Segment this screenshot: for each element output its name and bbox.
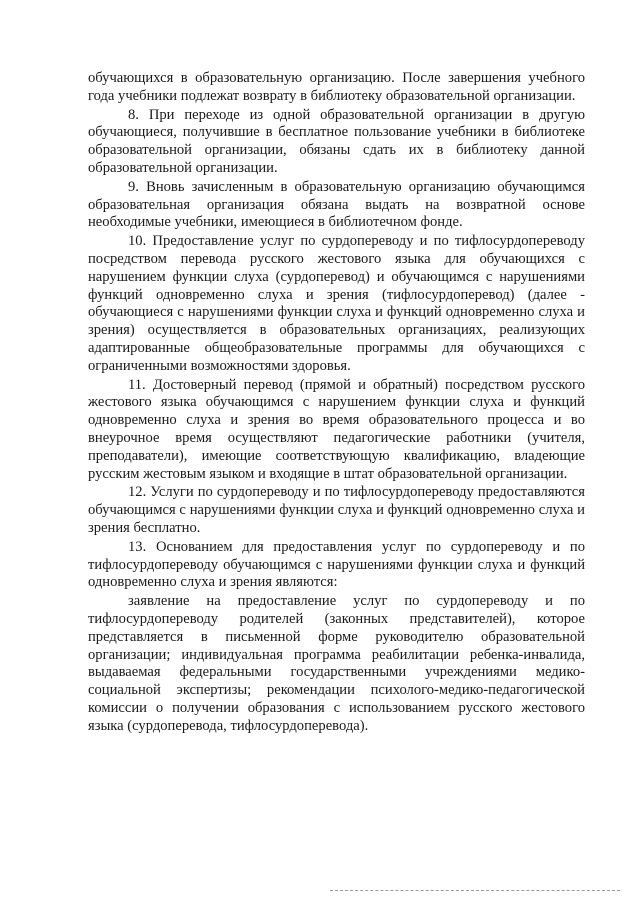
paragraph-11: 11. Достоверный перевод (прямой и обратный) посредством русского жестового языка обучающимся с нарушением функции слуха и функций одновременно слуха и зрения во время образовательного процесса и во внеурочное время осуществляют педагогические работники (учителя, преподаватели), имеющие соответствующую квалификацию, владеющие русским жестовым языком и входящие в штат образовательной организации. xyxy=(88,376,585,482)
bottom-dashed-rule xyxy=(330,890,620,891)
paragraph-8: 8. При переходе из одной образовательной организации в другую обучающиеся, получившие в бесплатное пользование учебники в библиотеке образовательной организации, обязаны сдать их в библиотеку данной образовательной организации. xyxy=(88,106,585,176)
paragraph-13-body: заявление на предоставление услуг по сурдопереводу и по тифлосурдопереводу родителей (законных представителей), которое представляется в письменной форме руководителю образовательной организации; индивидуальная программа реабилитации ребенка-инвалида, выдаваемая федеральными государственными учреждениями медико-социальной экспертизы; рекомендации психолого-медико-педагогической комиссии о получении образования с использованием русского жестового языка (сурдоперевода, тифлосурдоперевода). xyxy=(88,593,585,734)
paragraph-9: 9. Вновь зачисленным в образовательную организацию обучающимся образовательная организация обязана выдать на возвратной основе необходимые учебники, имеющиеся в библиотечном фонде. xyxy=(88,178,585,231)
paragraph-continued: обучающихся в образовательную организацию. После завершения учебного года учебники подлежат возврату в библиотеку образовательной организации. xyxy=(88,70,585,104)
paragraph-13: 13. Основанием для предоставления услуг по сурдопереводу и по тифлосурдопереводу обучающимся с нарушениями функции слуха и функций одновременно слуха и зрения являются: xyxy=(88,538,585,591)
paragraph-10: 10. Предоставление услуг по сурдопереводу и по тифлосурдопереводу посредством перевода русского жестового языка для обучающихся с нарушением функции слуха (сурдоперевод) и обучающимся с нарушениями функций одновременно слуха и зрения (тифлосурдоперевод) (далее - обучающиеся с нарушениями функции слуха и функций одновременно слуха и зрения) осуществляется в образовательных организациях, реализующих адаптированные общеобразовательные программы для обучающихся с ограниченными возможностями здоровья. xyxy=(88,233,585,374)
paragraph-12: 12. Услуги по сурдопереводу и по тифлосурдопереводу предоставляются обучающимся с нарушениями функции слуха и функций одновременно слуха и зрения бесплатно. xyxy=(88,484,585,536)
document-body xyxy=(88,70,585,736)
